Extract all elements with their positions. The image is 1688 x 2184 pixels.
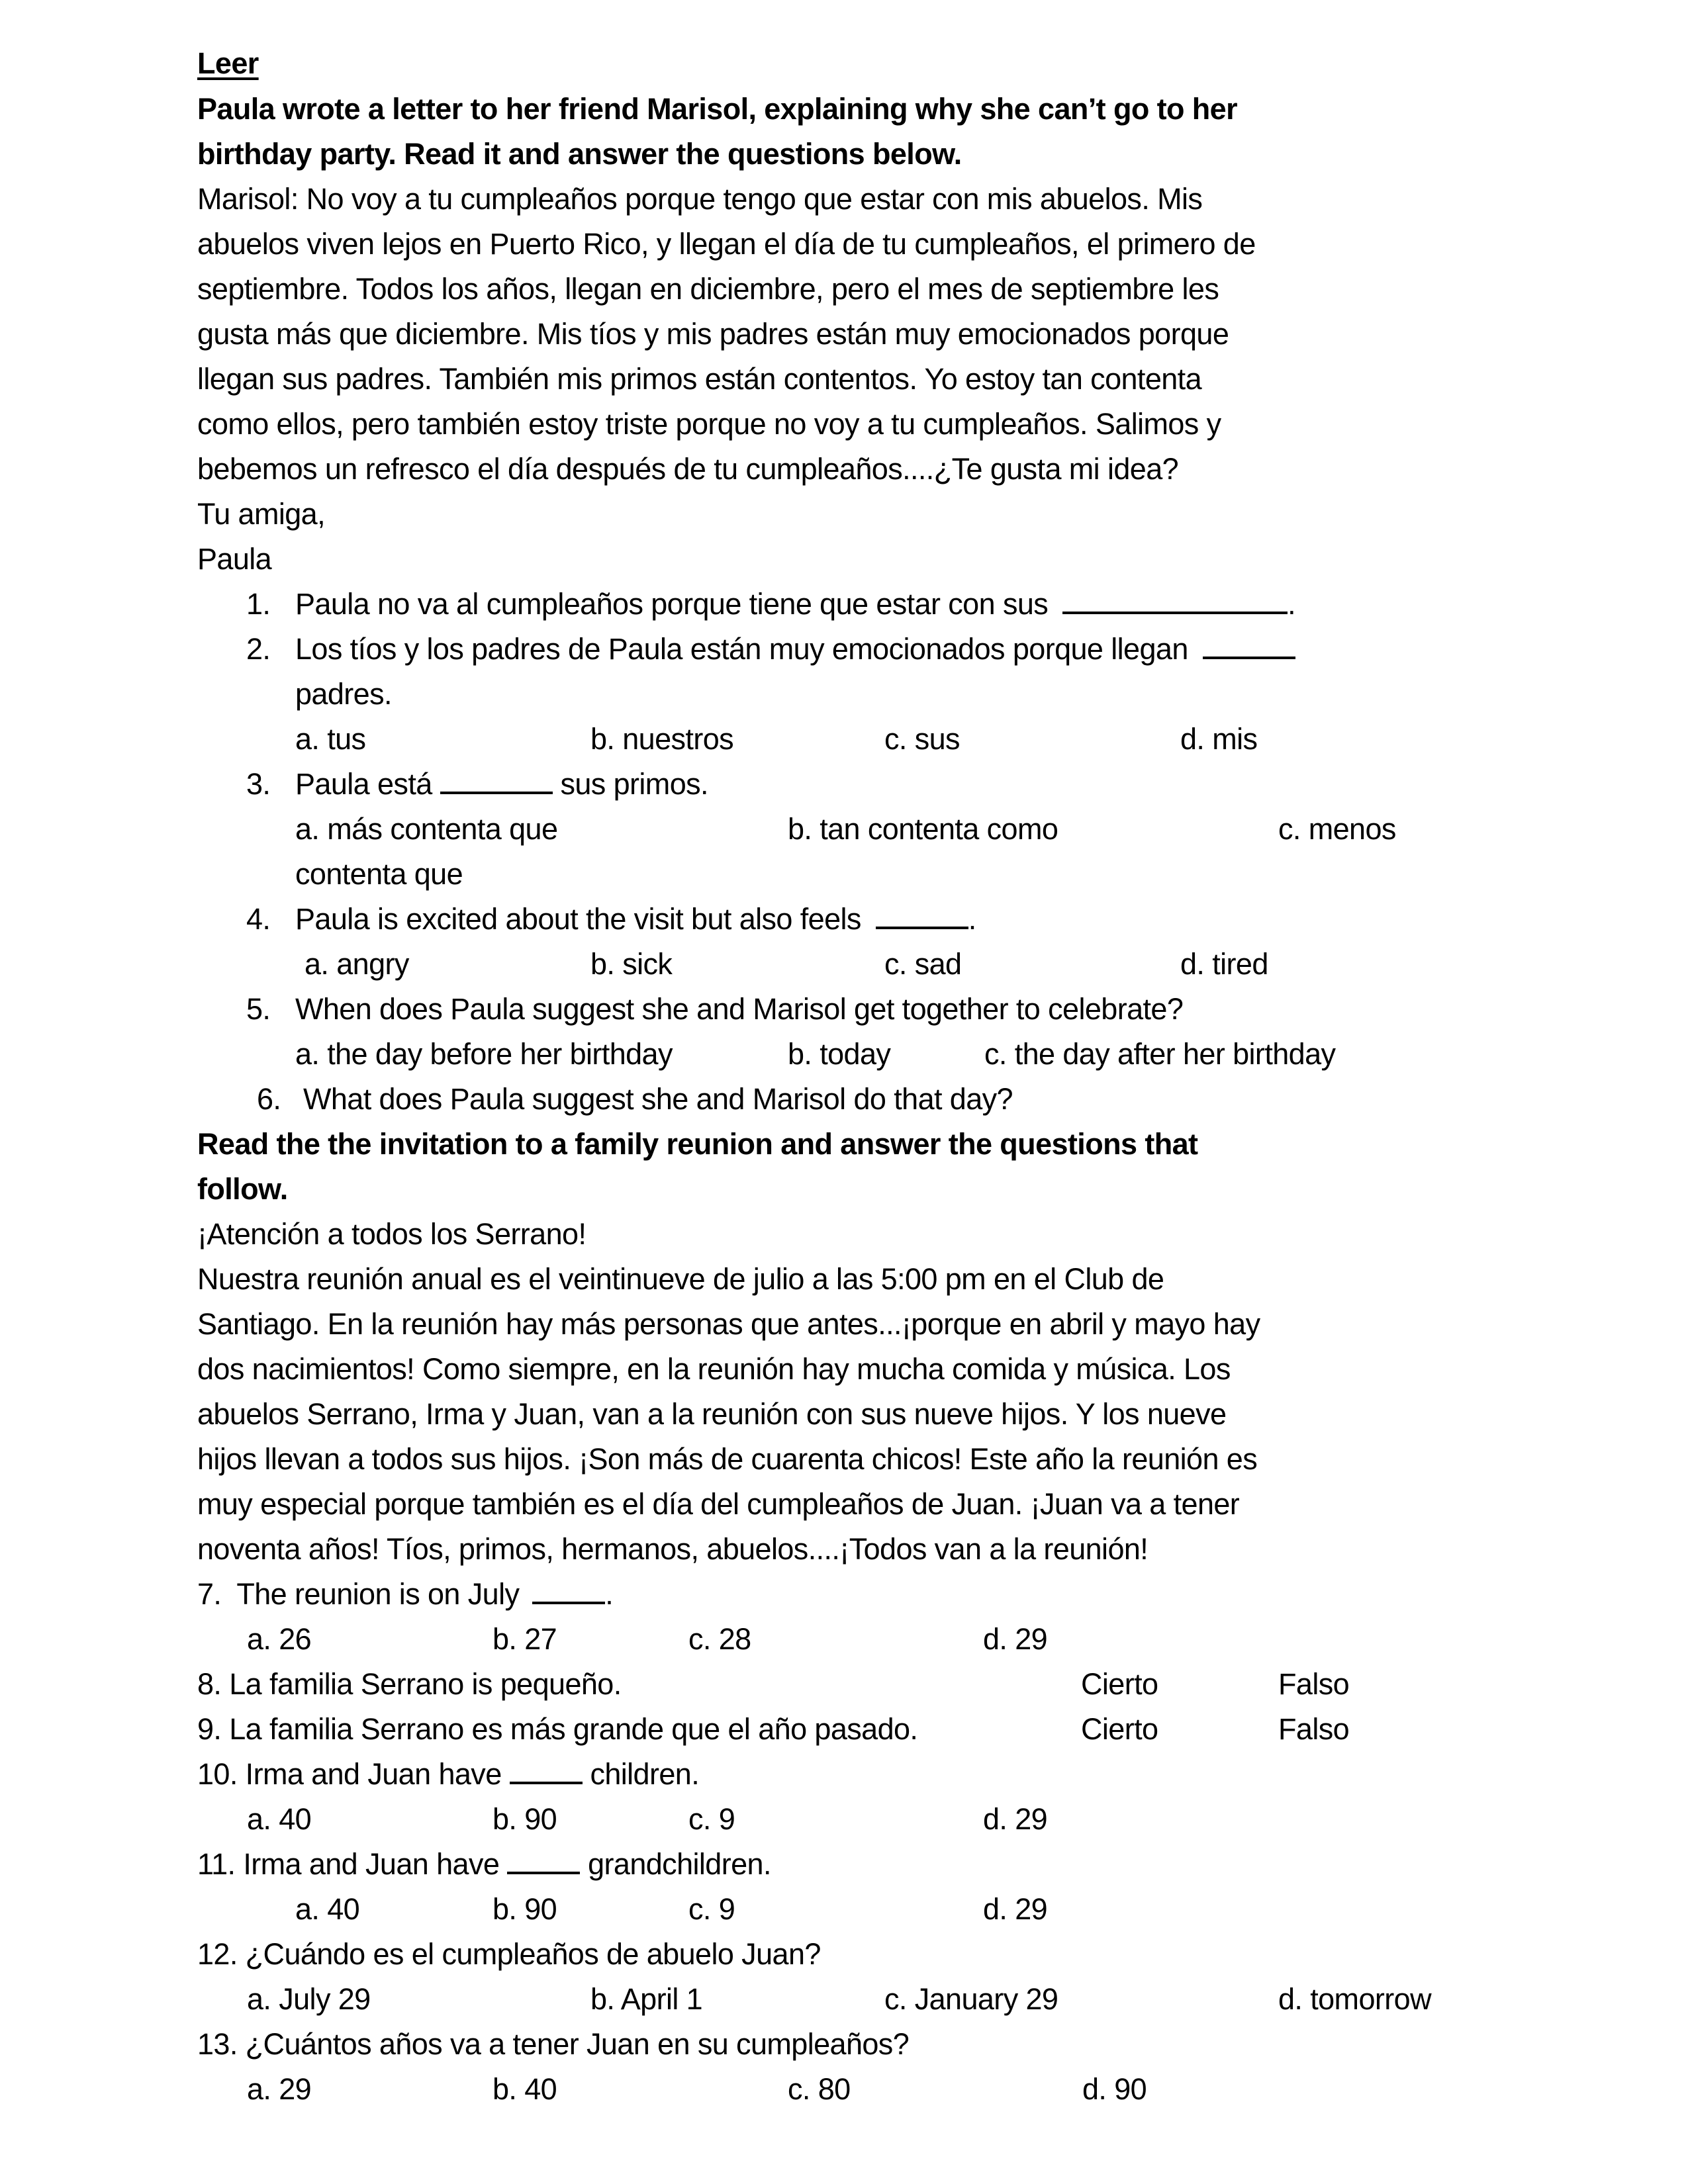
question-text: sus primos.	[560, 767, 708, 801]
letter-signature: Paula	[197, 542, 272, 576]
question-4	[295, 897, 976, 942]
option-c[interactable]: c. sad	[884, 947, 962, 981]
question-text: ¿Cuántos años va a tener Juan en su cumpleaños?	[245, 2027, 910, 2061]
instructions: birthday party. Read it and answer the questions below.	[197, 137, 962, 171]
instructions: Read the the invitation to a family reunion and answer the questions that	[197, 1127, 1198, 1161]
option-a[interactable]: a. más contenta que	[295, 812, 558, 846]
option-a[interactable]: a. 40	[295, 1892, 360, 1926]
question-number: 12.	[197, 1937, 238, 1971]
question-10	[197, 1752, 699, 1797]
letter-line: Marisol: No voy a tu cumpleaños porque tengo que estar con mis abuelos. Mis	[197, 182, 1203, 216]
letter-line: septiembre. Todos los años, llegan en diciembre, pero el mes de septiembre les	[197, 272, 1219, 306]
question-number: 4.	[246, 902, 271, 936]
option-d[interactable]: d. 90	[1082, 2072, 1147, 2106]
option-b[interactable]: b. April 1	[590, 1982, 703, 2016]
option-b[interactable]: b. today	[788, 1037, 891, 1071]
question-3	[295, 762, 708, 807]
invitation-line: muy especial porque también es el día del cumpleaños de Juan. ¡Juan va a tener	[197, 1487, 1240, 1521]
option-b[interactable]: b. tan contenta como	[788, 812, 1058, 846]
question-text: The reunion is on July	[236, 1577, 520, 1611]
question-text: Irma and Juan have	[243, 1847, 500, 1881]
option-d[interactable]: d. tired	[1180, 947, 1268, 981]
question-12	[197, 1932, 821, 1977]
question-text: La familia Serrano is pequeño.	[229, 1667, 622, 1701]
question-text: Paula está	[295, 767, 432, 801]
answer-blank[interactable]	[876, 900, 968, 929]
section-heading: Leer	[197, 46, 259, 80]
option-b[interactable]: b. sick	[590, 947, 673, 981]
question-text: grandchildren.	[588, 1847, 771, 1881]
option-b[interactable]: b. 27	[492, 1622, 557, 1656]
choice-falso[interactable]: Falso	[1278, 1712, 1350, 1746]
question-text-continuation: padres.	[295, 677, 392, 711]
option-c[interactable]: c. 9	[688, 1892, 735, 1926]
answer-blank[interactable]	[1062, 585, 1288, 614]
question-number: 2.	[246, 632, 271, 666]
option-d[interactable]: d. mis	[1180, 722, 1258, 756]
question-text: Los tíos y los padres de Paula están muy emocionados porque llegan	[295, 632, 1188, 666]
letter-line: gusta más que diciembre. Mis tíos y mis padres están muy emocionados porque	[197, 317, 1229, 351]
option-d[interactable]: d. 29	[983, 1892, 1048, 1926]
choice-cierto[interactable]: Cierto	[1081, 1667, 1158, 1701]
invitation-line: abuelos Serrano, Irma y Juan, van a la reunión con sus nueve hijos. Y los nueve	[197, 1397, 1227, 1431]
question-6: What does Paula suggest she and Marisol do that day?	[303, 1082, 1013, 1116]
option-b[interactable]: b. 90	[492, 1802, 557, 1836]
option-c[interactable]: c. menos	[1278, 812, 1396, 846]
question-text: Paula no va al cumpleaños porque tiene que estar con sus	[295, 587, 1049, 621]
option-a[interactable]: a. July 29	[247, 1982, 371, 2016]
question-number: 3.	[246, 767, 271, 801]
option-a[interactable]: a. the day before her birthday	[295, 1037, 673, 1071]
letter-closing: Tu amiga,	[197, 497, 326, 531]
option-b[interactable]: b. 90	[492, 1892, 557, 1926]
option-a[interactable]: a. 40	[247, 1802, 312, 1836]
option-a[interactable]: a. angry	[305, 947, 409, 981]
question-number: 6.	[257, 1082, 281, 1116]
question-text: La familia Serrano es más grande que el año pasado.	[229, 1712, 918, 1746]
question-number: 9.	[197, 1712, 222, 1746]
invitation-line: Nuestra reunión anual es el veintinueve de julio a las 5:00 pm en el Club de	[197, 1262, 1164, 1296]
option-d[interactable]: d. 29	[983, 1622, 1048, 1656]
answer-blank[interactable]	[532, 1575, 605, 1604]
punctuation: .	[1288, 587, 1295, 621]
question-5: When does Paula suggest she and Marisol get together to celebrate?	[295, 992, 1184, 1026]
instructions: Paula wrote a letter to her friend Marisol, explaining why she can’t go to her	[197, 92, 1238, 126]
answer-blank[interactable]	[1203, 630, 1295, 659]
question-13	[197, 2022, 909, 2067]
option-c[interactable]: c. 80	[788, 2072, 851, 2106]
instructions: follow.	[197, 1172, 288, 1206]
question-text: children.	[590, 1757, 700, 1791]
question-number: 10.	[197, 1757, 238, 1791]
option-d[interactable]: d. tomorrow	[1278, 1982, 1431, 2016]
letter-line: como ellos, pero también estoy triste porque no voy a tu cumpleaños. Salimos y	[197, 407, 1221, 441]
invitation-line: hijos llevan a todos sus hijos. ¡Son más de cuarenta chicos! Este año la reunión es	[197, 1442, 1258, 1476]
question-number: 5.	[246, 992, 271, 1026]
letter-line: llegan sus padres. También mis primos están contentos. Yo estoy tan contenta	[197, 362, 1202, 396]
punctuation: .	[605, 1577, 614, 1611]
letter-line: bebemos un refresco el día después de tu cumpleaños....¿Te gusta mi idea?	[197, 452, 1179, 486]
letter-line: abuelos viven lejos en Puerto Rico, y llegan el día de tu cumpleaños, el primero de	[197, 227, 1256, 261]
option-c[interactable]: c. sus	[884, 722, 960, 756]
option-c-continuation: contenta que	[295, 857, 463, 891]
option-c[interactable]: c. 9	[688, 1802, 735, 1836]
question-text: Irma and Juan have	[245, 1757, 502, 1791]
option-a[interactable]: a. tus	[295, 722, 366, 756]
choice-falso[interactable]: Falso	[1278, 1667, 1350, 1701]
question-text: ¿Cuándo es el cumpleaños de abuelo Juan?	[245, 1937, 821, 1971]
option-c[interactable]: c. January 29	[884, 1982, 1058, 2016]
option-a[interactable]: a. 26	[247, 1622, 312, 1656]
option-b[interactable]: b. nuestros	[590, 722, 734, 756]
invitation-line: dos nacimientos! Como siempre, en la reunión hay mucha comida y música. Los	[197, 1352, 1231, 1386]
question-2	[295, 627, 1295, 672]
question-1	[295, 582, 1295, 627]
option-c[interactable]: c. the day after her birthday	[984, 1037, 1336, 1071]
question-9	[197, 1707, 917, 1752]
option-c[interactable]: c. 28	[688, 1622, 751, 1656]
answer-blank[interactable]	[440, 765, 553, 794]
question-8	[197, 1662, 622, 1707]
question-7	[197, 1572, 613, 1617]
question-number: 8.	[197, 1667, 222, 1701]
invitation-line: noventa años! Tíos, primos, hermanos, abuelos....¡Todos van a la reunión!	[197, 1532, 1149, 1566]
invitation-line: Santiago. En la reunión hay más personas que antes...¡porque en abril y mayo hay	[197, 1307, 1260, 1341]
answer-blank[interactable]	[510, 1755, 583, 1784]
choice-cierto[interactable]: Cierto	[1081, 1712, 1158, 1746]
invitation-title: ¡Atención a todos los Serrano!	[197, 1217, 586, 1251]
question-11	[197, 1842, 771, 1887]
answer-blank[interactable]	[507, 1845, 580, 1874]
question-number: 11.	[197, 1847, 236, 1881]
option-b[interactable]: b. 40	[492, 2072, 557, 2106]
question-text: Paula is excited about the visit but also feels	[295, 902, 861, 936]
punctuation: .	[968, 902, 976, 936]
question-number: 7.	[197, 1577, 222, 1611]
option-a[interactable]: a. 29	[247, 2072, 312, 2106]
question-number: 13.	[197, 2027, 238, 2061]
option-d[interactable]: d. 29	[983, 1802, 1048, 1836]
question-number: 1.	[246, 587, 271, 621]
